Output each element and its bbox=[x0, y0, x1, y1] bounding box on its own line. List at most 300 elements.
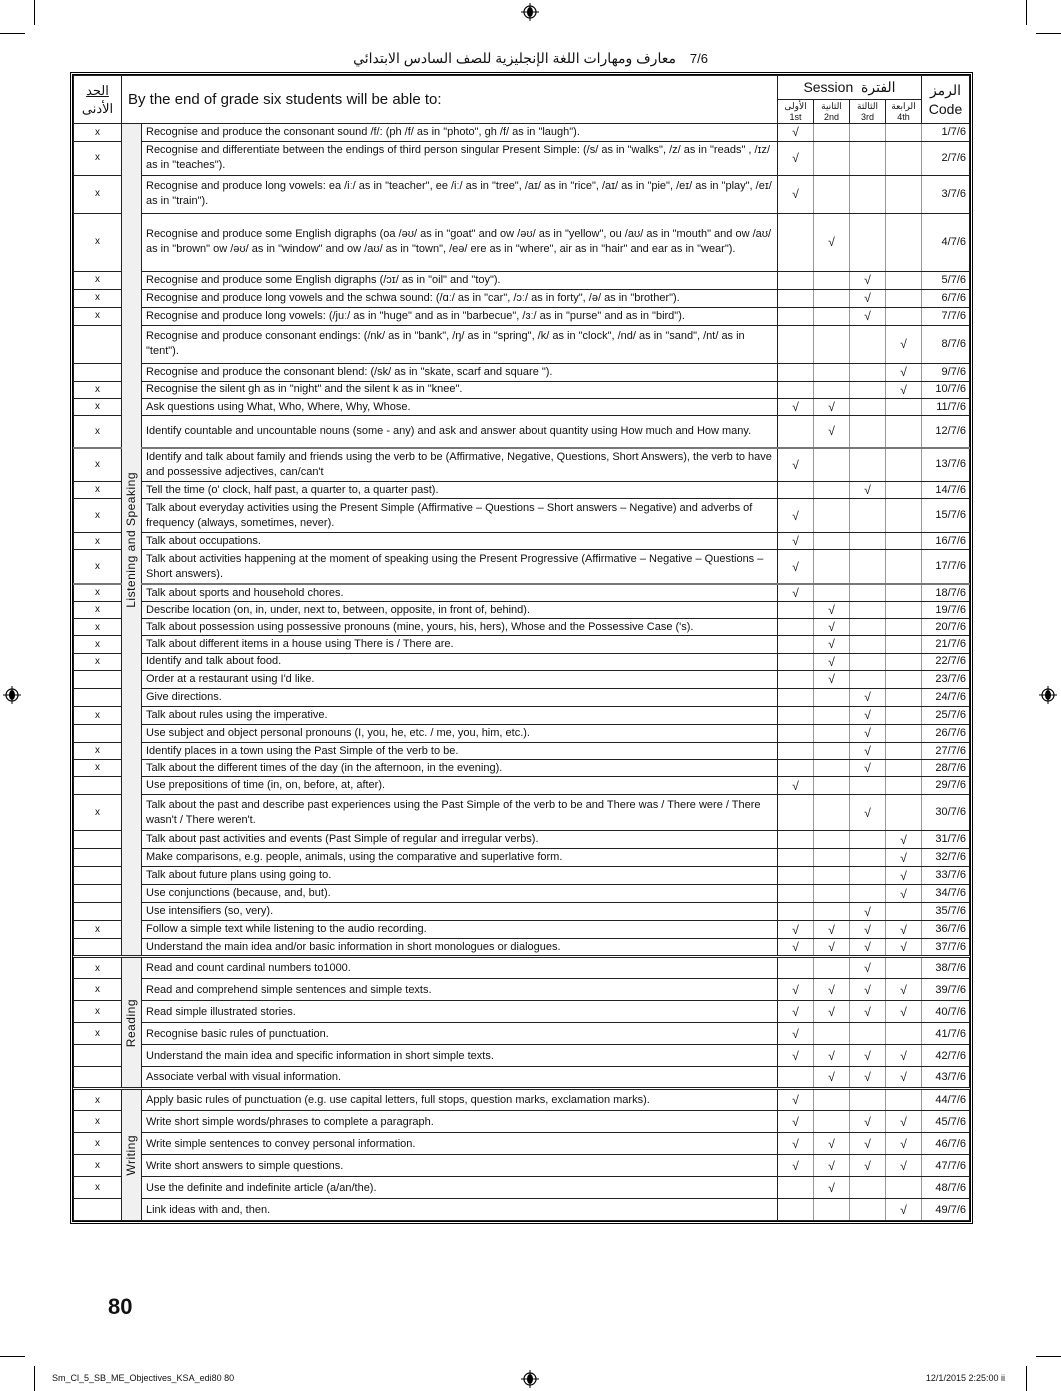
registration-mark-icon bbox=[3, 686, 21, 704]
table-row bbox=[74, 499, 970, 533]
session-2-check bbox=[814, 307, 850, 325]
session-2-check bbox=[814, 742, 850, 759]
objective-text: Recognise and produce the consonant sound /f/: (ph /f/ as in "photo", gh /f/ as in "laugh"). bbox=[142, 124, 778, 141]
session-4-check bbox=[886, 777, 922, 795]
registration-mark-icon bbox=[1039, 686, 1057, 704]
session-1-check bbox=[778, 831, 814, 849]
objective-text: Write short simple words/phrases to complete a paragraph. bbox=[142, 1111, 778, 1133]
session-2-check bbox=[814, 1089, 850, 1111]
objective-code: 35/7/6 bbox=[922, 903, 970, 921]
session-4-check bbox=[886, 636, 922, 653]
objective-text: Talk about the past and describe past experiences using the Past Simple of the verb to be and There was / There were / There wasn't / There weren't. bbox=[142, 795, 778, 831]
page-title-arabic: معارف ومهارات اللغة الإنجليزية للصف السادس الابتدائي bbox=[353, 50, 676, 66]
objective-code: 4/7/6 bbox=[922, 213, 970, 271]
session-1-check: √ bbox=[778, 124, 814, 141]
objective-text: Identify countable and uncountable nouns (some - any) and ask and answer about quantity using How much and How many. bbox=[142, 416, 778, 448]
table-row bbox=[74, 1111, 970, 1133]
objective-text: Write simple sentences to convey personal information. bbox=[142, 1133, 778, 1155]
minimum-mark bbox=[74, 363, 122, 381]
session-4-check: √ bbox=[886, 1111, 922, 1133]
session-4-check: √ bbox=[886, 849, 922, 867]
session-1-check bbox=[778, 688, 814, 706]
session-3-check bbox=[850, 499, 886, 533]
minimum-mark: x bbox=[74, 482, 122, 499]
session-4-check bbox=[886, 175, 922, 213]
section-label: Writing bbox=[124, 1135, 139, 1176]
session-4-check bbox=[886, 653, 922, 670]
session-2-check bbox=[814, 849, 850, 867]
session-header bbox=[778, 76, 922, 100]
objectives-table bbox=[73, 75, 970, 1221]
minimum-mark: x bbox=[74, 795, 122, 831]
session-4-check bbox=[886, 760, 922, 777]
objective-text: Recognise and produce the consonant blend: (/sk/ as in "skate, scarf and square "). bbox=[142, 363, 778, 381]
table-row bbox=[74, 1133, 970, 1155]
table-row bbox=[74, 885, 970, 903]
session-3-check bbox=[850, 831, 886, 849]
objective-code: 18/7/6 bbox=[922, 584, 970, 602]
session-1-header bbox=[778, 99, 814, 124]
session-4-check: √ bbox=[886, 1045, 922, 1067]
objective-code: 11/7/6 bbox=[922, 398, 970, 415]
objective-text: Use subject and object personal pronouns (I, you, he, etc. / me, you, him, etc.). bbox=[142, 724, 778, 742]
table-row bbox=[74, 363, 970, 381]
session-2-check bbox=[814, 1111, 850, 1133]
session-3-check bbox=[850, 550, 886, 584]
minimum-mark bbox=[74, 1199, 122, 1221]
objective-text: Talk about sports and household chores. bbox=[142, 584, 778, 602]
objective-code: 10/7/6 bbox=[922, 381, 970, 398]
minimum-mark: x bbox=[74, 979, 122, 1001]
minimum-mark bbox=[74, 724, 122, 742]
session-2-check: √ bbox=[814, 1067, 850, 1089]
objective-code: 27/7/6 bbox=[922, 742, 970, 759]
section-label-cell bbox=[122, 124, 142, 957]
objective-text: Use prepositions of time (in, on, before, at, after). bbox=[142, 777, 778, 795]
objectives-header: By the end of grade six students will be able to: bbox=[122, 76, 778, 124]
session-4-check bbox=[886, 1023, 922, 1045]
registration-mark-icon bbox=[521, 3, 539, 21]
session-4-check bbox=[886, 141, 922, 175]
session-1-check bbox=[778, 1177, 814, 1199]
minimum-mark bbox=[74, 688, 122, 706]
session-4-header bbox=[886, 99, 922, 124]
objective-text: Identify and talk about food. bbox=[142, 653, 778, 670]
session-1-check: √ bbox=[778, 1001, 814, 1023]
objective-text: Recognise and produce some English digraphs (oa /əʊ/ as in "goat" and ow /əʊ/ as in "yellow", ou /aʊ/ as in "mouth" and ow /aʊ/ as in "brown" ow /əʊ/ as in "window" and ow /aʊ/ as in "town", /eə/ ere as in "where", air as in "hair" and ear as in "wear"). bbox=[142, 213, 778, 271]
objective-text: Recognise and produce some English digraphs (/ɔɪ/ as in "oil" and "toy"). bbox=[142, 271, 778, 289]
session-3-check: √ bbox=[850, 307, 886, 325]
session-4-check: √ bbox=[886, 867, 922, 885]
session-3-check bbox=[850, 416, 886, 448]
objective-text: Make comparisons, e.g. people, animals, using the comparative and superlative form. bbox=[142, 849, 778, 867]
objective-text: Talk about rules using the imperative. bbox=[142, 706, 778, 724]
table-row bbox=[74, 724, 970, 742]
session-3-check bbox=[850, 175, 886, 213]
table-row bbox=[74, 1023, 970, 1045]
objective-text: Give directions. bbox=[142, 688, 778, 706]
objective-code: 12/7/6 bbox=[922, 416, 970, 448]
page-title bbox=[0, 50, 1061, 67]
minimum-mark: x bbox=[74, 1001, 122, 1023]
objective-text: Use the definite and indefinite article (a/an/the). bbox=[142, 1177, 778, 1199]
objective-text: Read and count cardinal numbers to1000. bbox=[142, 957, 778, 979]
objective-code: 43/7/6 bbox=[922, 1067, 970, 1089]
session-4-check bbox=[886, 619, 922, 636]
table-row bbox=[74, 1001, 970, 1023]
session-4-check: √ bbox=[886, 1001, 922, 1023]
session-1-check: √ bbox=[778, 1023, 814, 1045]
session-4-check: √ bbox=[886, 363, 922, 381]
minimum-mark: x bbox=[74, 636, 122, 653]
session-1-check: √ bbox=[778, 1155, 814, 1177]
session-1-check bbox=[778, 885, 814, 903]
session-4-check bbox=[886, 903, 922, 921]
session-2-check: √ bbox=[814, 670, 850, 688]
session-1-check: √ bbox=[778, 1089, 814, 1111]
minimum-mark bbox=[74, 325, 122, 363]
session-2-check bbox=[814, 482, 850, 499]
objective-code: 47/7/6 bbox=[922, 1155, 970, 1177]
objective-code: 31/7/6 bbox=[922, 831, 970, 849]
minimum-mark: x bbox=[74, 398, 122, 415]
session-3-check bbox=[850, 619, 886, 636]
objective-code: 44/7/6 bbox=[922, 1089, 970, 1111]
crop-mark bbox=[0, 1356, 25, 1357]
minimum-mark: x bbox=[74, 307, 122, 325]
session-4-check bbox=[886, 533, 922, 550]
session-1-check bbox=[778, 867, 814, 885]
session-2-check bbox=[814, 706, 850, 724]
session-4-check bbox=[886, 706, 922, 724]
table-row bbox=[74, 307, 970, 325]
session-4-check: √ bbox=[886, 1133, 922, 1155]
session-4-check bbox=[886, 271, 922, 289]
session-1-ar: الأولى bbox=[784, 100, 807, 111]
session-2-check bbox=[814, 795, 850, 831]
objective-text: Talk about different items in a house using There is / There are. bbox=[142, 636, 778, 653]
minimum-mark bbox=[74, 831, 122, 849]
minimum-mark: x bbox=[74, 289, 122, 307]
session-2-check bbox=[814, 831, 850, 849]
table-row bbox=[74, 584, 970, 602]
session-2-check bbox=[814, 867, 850, 885]
session-4-check bbox=[886, 602, 922, 619]
minimum-mark: x bbox=[74, 124, 122, 141]
session-4-check bbox=[886, 957, 922, 979]
crop-mark bbox=[1026, 0, 1027, 25]
session-1-check: √ bbox=[778, 550, 814, 584]
session-3-check bbox=[850, 398, 886, 415]
table-row bbox=[74, 1155, 970, 1177]
session-4-check bbox=[886, 124, 922, 141]
table-row bbox=[74, 939, 970, 957]
objective-code: 8/7/6 bbox=[922, 325, 970, 363]
page-number: 80 bbox=[108, 1294, 133, 1319]
table-row bbox=[74, 957, 970, 979]
session-3-header bbox=[850, 99, 886, 124]
session-1-check bbox=[778, 903, 814, 921]
table-row bbox=[74, 416, 970, 448]
code-header-ar: الرمز bbox=[929, 81, 962, 98]
session-4-check bbox=[886, 670, 922, 688]
table-row bbox=[74, 619, 970, 636]
objective-text: Recognise and produce long vowels: (/juː/ as in "huge" and as in "barbecue", /ɜː/ as in "purse" and as in "bird"). bbox=[142, 307, 778, 325]
session-1-check bbox=[778, 653, 814, 670]
objective-text: Use intensifiers (so, very). bbox=[142, 903, 778, 921]
session-3-check bbox=[850, 124, 886, 141]
session-4-check bbox=[886, 416, 922, 448]
session-1-check bbox=[778, 619, 814, 636]
objective-code: 1/7/6 bbox=[922, 124, 970, 141]
table-row bbox=[74, 175, 970, 213]
session-3-check bbox=[850, 1023, 886, 1045]
objective-code: 40/7/6 bbox=[922, 1001, 970, 1023]
session-3-en: 3rd bbox=[860, 111, 874, 122]
session-4-check: √ bbox=[886, 885, 922, 903]
session-2-check bbox=[814, 550, 850, 584]
session-2-check: √ bbox=[814, 602, 850, 619]
objective-text: Recognise and differentiate between the endings of third person singular Present Simple: (/s/ as in "walks", /z/ as in "reads" , /ɪz/ as in "teaches"). bbox=[142, 141, 778, 175]
table-row bbox=[74, 325, 970, 363]
session-4-check: √ bbox=[886, 979, 922, 1001]
table-row bbox=[74, 979, 970, 1001]
table-row bbox=[74, 448, 970, 482]
objective-code: 22/7/6 bbox=[922, 653, 970, 670]
session-1-check bbox=[778, 381, 814, 398]
session-2-check bbox=[814, 175, 850, 213]
session-3-check bbox=[850, 381, 886, 398]
session-4-check bbox=[886, 1177, 922, 1199]
session-3-check bbox=[850, 448, 886, 482]
session-2-check bbox=[814, 1199, 850, 1221]
objective-code: 6/7/6 bbox=[922, 289, 970, 307]
session-2-check: √ bbox=[814, 1177, 850, 1199]
session-3-check: √ bbox=[850, 957, 886, 979]
min-column-header bbox=[74, 76, 122, 124]
session-1-check: √ bbox=[778, 141, 814, 175]
objective-code: 20/7/6 bbox=[922, 619, 970, 636]
minimum-mark: x bbox=[74, 1155, 122, 1177]
session-2-check: √ bbox=[814, 416, 850, 448]
session-1-check: √ bbox=[778, 921, 814, 939]
objective-text: Talk about everyday activities using the Present Simple (Affirmative – Questions – Short answers – Negative) and adverbs of frequency (always, sometimes, never). bbox=[142, 499, 778, 533]
session-2-check bbox=[814, 381, 850, 398]
session-3-check bbox=[850, 1199, 886, 1221]
session-2-ar: الثانية bbox=[821, 100, 842, 111]
crop-mark bbox=[1036, 1356, 1061, 1357]
minimum-mark bbox=[74, 777, 122, 795]
minimum-mark bbox=[74, 903, 122, 921]
section-label: Reading bbox=[124, 998, 139, 1048]
session-1-check: √ bbox=[778, 533, 814, 550]
session-1-check bbox=[778, 742, 814, 759]
objective-text: Recognise the silent gh as in "night" and the silent k as in "knee". bbox=[142, 381, 778, 398]
session-4-ar: الرابعة bbox=[891, 100, 916, 111]
objective-code: 45/7/6 bbox=[922, 1111, 970, 1133]
session-3-check: √ bbox=[850, 289, 886, 307]
session-2-check: √ bbox=[814, 619, 850, 636]
objective-text: Read and comprehend simple sentences and simple texts. bbox=[142, 979, 778, 1001]
session-1-check: √ bbox=[778, 777, 814, 795]
session-3-check: √ bbox=[850, 903, 886, 921]
objective-code: 17/7/6 bbox=[922, 550, 970, 584]
objective-code: 42/7/6 bbox=[922, 1045, 970, 1067]
session-2-check: √ bbox=[814, 653, 850, 670]
session-3-check bbox=[850, 867, 886, 885]
session-3-check: √ bbox=[850, 271, 886, 289]
minimum-mark: x bbox=[74, 619, 122, 636]
crop-mark bbox=[34, 0, 35, 25]
session-2-check bbox=[814, 724, 850, 742]
minimum-mark: x bbox=[74, 584, 122, 602]
objective-code: 37/7/6 bbox=[922, 939, 970, 957]
session-3-check: √ bbox=[850, 1001, 886, 1023]
session-4-check: √ bbox=[886, 939, 922, 957]
session-3-check: √ bbox=[850, 1045, 886, 1067]
section-label-cell bbox=[122, 957, 142, 1089]
session-4-check bbox=[886, 482, 922, 499]
objective-code: 7/7/6 bbox=[922, 307, 970, 325]
objective-text: Talk about the different times of the day (in the afternoon, in the evening). bbox=[142, 760, 778, 777]
minimum-mark: x bbox=[74, 271, 122, 289]
table-row bbox=[74, 777, 970, 795]
session-1-en: 1st bbox=[789, 111, 802, 122]
session-3-check: √ bbox=[850, 1111, 886, 1133]
minimum-mark: x bbox=[74, 175, 122, 213]
objective-code: 5/7/6 bbox=[922, 271, 970, 289]
objective-code: 41/7/6 bbox=[922, 1023, 970, 1045]
table-row bbox=[74, 760, 970, 777]
session-2-check bbox=[814, 363, 850, 381]
session-2-check bbox=[814, 499, 850, 533]
table-row bbox=[74, 381, 970, 398]
registration-mark-icon bbox=[521, 1370, 539, 1388]
session-3-check: √ bbox=[850, 979, 886, 1001]
session-2-check: √ bbox=[814, 939, 850, 957]
session-4-check bbox=[886, 742, 922, 759]
table-row bbox=[74, 921, 970, 939]
session-3-check: √ bbox=[850, 795, 886, 831]
session-1-check: √ bbox=[778, 584, 814, 602]
session-4-check bbox=[886, 289, 922, 307]
table-row bbox=[74, 867, 970, 885]
session-1-check: √ bbox=[778, 1111, 814, 1133]
objective-code: 2/7/6 bbox=[922, 141, 970, 175]
table-row bbox=[74, 271, 970, 289]
session-2-check bbox=[814, 448, 850, 482]
session-3-check bbox=[850, 584, 886, 602]
minimum-mark bbox=[74, 670, 122, 688]
session-3-check: √ bbox=[850, 760, 886, 777]
objective-code: 48/7/6 bbox=[922, 1177, 970, 1199]
session-1-check: √ bbox=[778, 499, 814, 533]
minimum-mark: x bbox=[74, 921, 122, 939]
session-1-check bbox=[778, 289, 814, 307]
minimum-mark: x bbox=[74, 602, 122, 619]
minimum-mark: x bbox=[74, 1133, 122, 1155]
section-label-cell bbox=[122, 1089, 142, 1221]
objective-text: Use conjunctions (because, and, but). bbox=[142, 885, 778, 903]
minimum-mark: x bbox=[74, 416, 122, 448]
session-4-check bbox=[886, 1089, 922, 1111]
session-3-check: √ bbox=[850, 706, 886, 724]
session-2-check bbox=[814, 124, 850, 141]
minimum-mark bbox=[74, 939, 122, 957]
session-3-check bbox=[850, 363, 886, 381]
session-2-check: √ bbox=[814, 921, 850, 939]
objective-code: 34/7/6 bbox=[922, 885, 970, 903]
minimum-mark: x bbox=[74, 448, 122, 482]
session-2-check: √ bbox=[814, 1001, 850, 1023]
session-3-check bbox=[850, 1177, 886, 1199]
session-2-check bbox=[814, 271, 850, 289]
minimum-mark bbox=[74, 1045, 122, 1067]
min-header-line1: الحد bbox=[86, 83, 109, 99]
session-1-check bbox=[778, 325, 814, 363]
minimum-mark: x bbox=[74, 499, 122, 533]
objective-code: 36/7/6 bbox=[922, 921, 970, 939]
session-4-check bbox=[886, 448, 922, 482]
session-2-check bbox=[814, 885, 850, 903]
session-1-check: √ bbox=[778, 398, 814, 415]
session-4-check: √ bbox=[886, 1067, 922, 1089]
minimum-mark: x bbox=[74, 550, 122, 584]
session-4-check: √ bbox=[886, 325, 922, 363]
crop-mark bbox=[1026, 1366, 1027, 1391]
session-1-check bbox=[778, 1067, 814, 1089]
objective-text: Read simple illustrated stories. bbox=[142, 1001, 778, 1023]
objective-code: 32/7/6 bbox=[922, 849, 970, 867]
objective-code: 29/7/6 bbox=[922, 777, 970, 795]
session-4-check bbox=[886, 795, 922, 831]
objective-text: Apply basic rules of punctuation (e.g. use capital letters, full stops, question marks, exclamation marks). bbox=[142, 1089, 778, 1111]
session-1-check bbox=[778, 760, 814, 777]
objective-text: Describe location (on, in, under, next to, between, opposite, in front of, behind). bbox=[142, 602, 778, 619]
session-3-check bbox=[850, 213, 886, 271]
session-2-header bbox=[814, 99, 850, 124]
session-2-check bbox=[814, 533, 850, 550]
table-row bbox=[74, 653, 970, 670]
minimum-mark: x bbox=[74, 213, 122, 271]
footer-timestamp: 12/1/2015 2:25:00 ii bbox=[925, 1373, 1005, 1383]
session-2-check bbox=[814, 325, 850, 363]
session-1-check bbox=[778, 271, 814, 289]
objective-text: Talk about past activities and events (Past Simple of regular and irregular verbs). bbox=[142, 831, 778, 849]
session-3-check bbox=[850, 636, 886, 653]
session-3-check: √ bbox=[850, 724, 886, 742]
table-row bbox=[74, 398, 970, 415]
minimum-mark: x bbox=[74, 1177, 122, 1199]
objective-text: Understand the main idea and/or basic information in short monologues or dialogues. bbox=[142, 939, 778, 957]
session-4-check bbox=[886, 213, 922, 271]
objective-text: Order at a restaurant using I'd like. bbox=[142, 670, 778, 688]
session-1-check bbox=[778, 706, 814, 724]
objective-text: Write short answers to simple questions. bbox=[142, 1155, 778, 1177]
objective-code: 13/7/6 bbox=[922, 448, 970, 482]
session-3-check bbox=[850, 777, 886, 795]
table-row bbox=[74, 1177, 970, 1199]
objective-text: Recognise and produce consonant endings: (/nk/ as in "bank", /ŋ/ as in "spring", /k/ as in "clock", /nd/ as in "sand", /nt/ as in "tent"). bbox=[142, 325, 778, 363]
session-3-check: √ bbox=[850, 1133, 886, 1155]
session-2-check: √ bbox=[814, 1133, 850, 1155]
section-label: Listening and Speaking bbox=[124, 472, 139, 608]
session-1-check bbox=[778, 416, 814, 448]
minimum-mark: x bbox=[74, 381, 122, 398]
crop-mark bbox=[34, 1366, 35, 1391]
objective-code: 24/7/6 bbox=[922, 688, 970, 706]
session-4-check bbox=[886, 398, 922, 415]
